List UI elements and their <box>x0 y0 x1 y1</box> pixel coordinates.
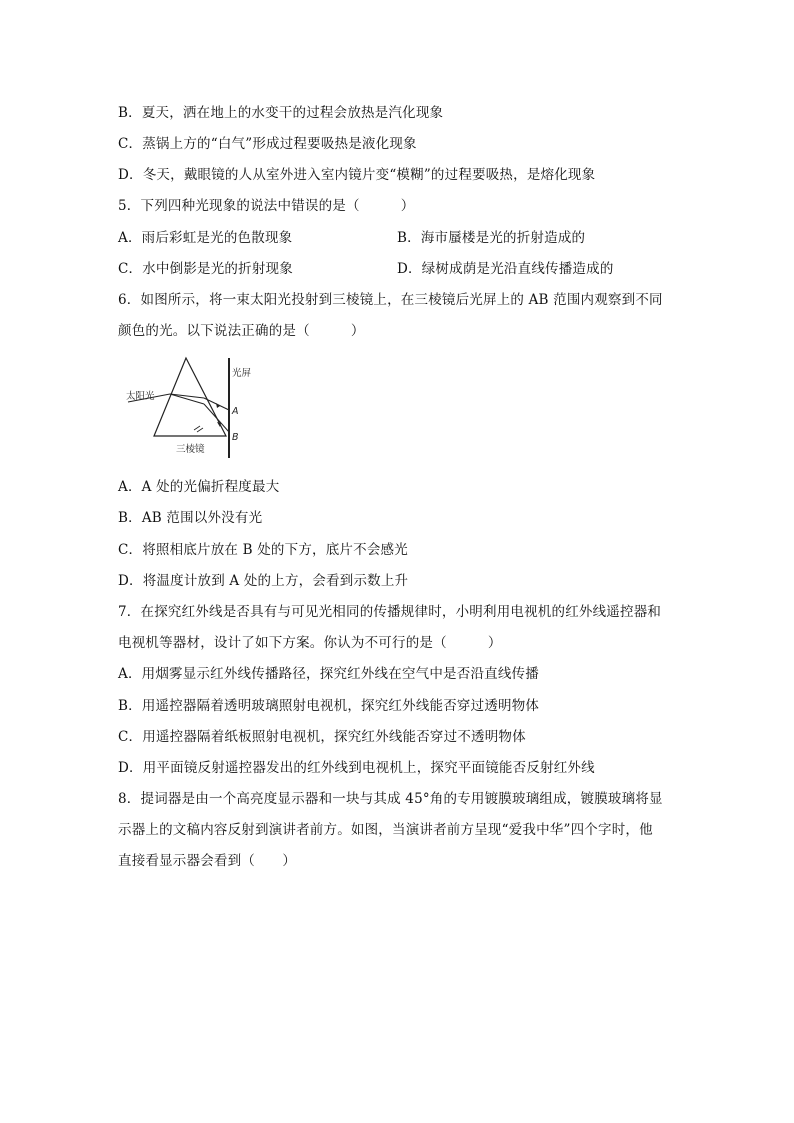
label-screen: 光屏 <box>232 368 252 379</box>
q6-option-d: D．将温度计放到 A 处的上方，会看到示数上升 <box>118 573 409 589</box>
q4-option-c: C．蒸锅上方的“白气”形成过程要吸热是液化现象 <box>118 136 417 152</box>
q5-option-b: B．海市蜃楼是光的折射造成的 <box>397 230 586 246</box>
q7-stem-line1: 7．在探究红外线是否具有与可见光相同的传播规律时，小明利用电视机的红外线遥控器和 <box>118 604 662 620</box>
q6-option-c: C．将照相底片放在 B 处的下方，底片不会感光 <box>118 542 408 558</box>
hatch-mark <box>194 426 200 430</box>
prism-diagram <box>124 354 264 466</box>
q8-stem-line1: 8．提词器是由一个高亮度显示器和一块与其成 45°角的专用镀膜玻璃组成，镀膜玻璃将显 <box>118 791 663 807</box>
label-prism: 三棱镜 <box>176 444 205 455</box>
q6-option-a: A．A 处的光偏折程度最大 <box>118 479 280 495</box>
q7-option-c: C．用遥控器隔着纸板照射电视机，探究红外线能否穿过不透明物体 <box>118 729 526 745</box>
q7-option-d: D．用平面镜反射遥控器发出的红外线到电视机上，探究平面镜能否反射红外线 <box>118 760 595 776</box>
q5-option-a: A．雨后彩虹是光的色散现象 <box>118 230 293 246</box>
q5-option-d: D．绿树成荫是光沿直线传播造成的 <box>397 261 614 277</box>
q4-option-b: B．夏天，洒在地上的水变干的过程会放热是汽化现象 <box>118 105 444 121</box>
label-point-a: A <box>232 406 239 417</box>
q8-stem-line3: 直接看显示器会看到（ ） <box>118 853 297 869</box>
label-point-b: B <box>232 432 239 443</box>
q5-option-c: C．水中倒影是光的折射现象 <box>118 261 293 277</box>
q6-stem-line2: 颜色的光。以下说法正确的是（ ） <box>118 323 365 339</box>
prism-triangle <box>154 358 226 436</box>
q8-stem-line2: 示器上的文稿内容反射到演讲者前方。如图，当演讲者前方呈现“爱我中华”四个字时，他 <box>118 822 653 838</box>
q5-stem: 5．下列四种光现象的说法中错误的是（ ） <box>118 198 415 214</box>
q7-option-a: A．用烟雾显示红外线传播路径，探究红外线在空气中是否沿直线传播 <box>118 666 539 682</box>
q6-stem-line1: 6．如图所示，将一束太阳光投射到三棱镜上，在三棱镜后光屏上的 AB 范围内观察到不同 <box>118 292 663 308</box>
hatch-mark <box>197 428 203 432</box>
q6-option-b: B．AB 范围以外没有光 <box>118 510 263 526</box>
q4-option-d: D．冬天，戴眼镜的人从室外进入室内镜片变“模糊”的过程要吸热，是熔化现象 <box>118 167 596 183</box>
q7-option-b: B．用遥控器隔着透明玻璃照射电视机，探究红外线能否穿过透明物体 <box>118 698 540 714</box>
q7-stem-line2: 电视机等器材，设计了如下方案。你认为不可行的是（ ） <box>118 635 502 651</box>
label-sunlight: 太阳光 <box>126 391 155 402</box>
